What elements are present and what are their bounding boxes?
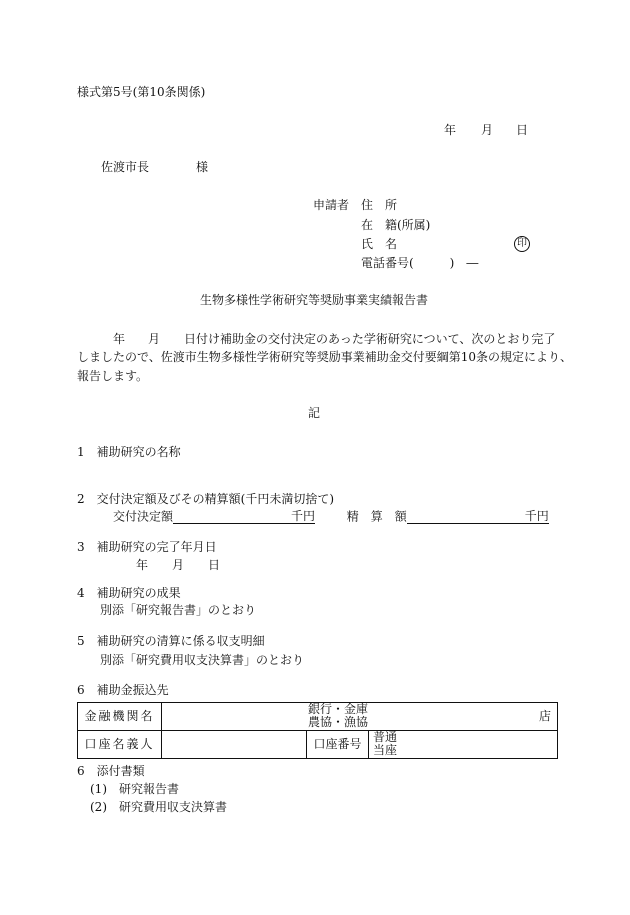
body-line2: しましたので、佐渡市生物多様性学術研究等奨励事業補助金交付要綱第10条の規定により、 [77,350,573,364]
item4-sub: 別添「研究報告書」のとおり [100,603,257,617]
completion-day: 日 [208,558,221,572]
date-month: 月 [481,123,494,137]
settled-amount-unit: 千円 [524,509,549,523]
settled-amount-label: 精 算 額 [346,509,407,524]
applicant-registry-label: 在 籍(所属) [361,218,431,232]
institution-label: 金融機関名 [78,703,162,731]
account-holder-label: 口座名義人 [78,731,162,759]
addressee-name: 佐渡市長 [101,160,150,174]
account-types [373,731,397,757]
item6-heading: 6 補助金振込先 [77,683,169,697]
date-year: 年 [444,123,457,137]
item1-heading: 1 補助研究の名称 [77,445,181,459]
bank-type-label: 銀行・金庫 [308,702,369,716]
bank-transfer-table [77,702,558,759]
item5-heading: 5 補助研究の清算に係る収支明細 [77,634,265,648]
attachment-1: (1) 研究報告書 [90,782,179,796]
settled-amount-field[interactable] [407,509,525,524]
completion-year: 年 [136,558,149,572]
attachment-2: (2) 研究費用収支決算書 [90,800,227,814]
branch-label: 店 [539,709,552,723]
body-line1: 日付け補助金の交付決定のあった学術研究について、次のとおり完了 [184,332,556,346]
coop-type-label: 農協・漁協 [308,715,369,729]
decided-amount-label: 交付決定額 [113,509,174,524]
account-number-label: 口座番号 [307,731,369,759]
account-row [78,731,558,759]
seal-mark: 印 [514,236,530,252]
ki-heading: 記 [308,406,321,420]
ordinary-account-label: 普通 [373,730,398,744]
account-number-field[interactable] [369,731,558,759]
addressee-honorific: 様 [196,160,209,174]
form-label: 様式第5号(第10条関係) [77,85,206,99]
item2-heading: 2 交付決定額及びその精算額(千円未満切捨て) [77,492,334,506]
institution-field[interactable] [162,703,558,731]
body-line3: 報告します。 [77,369,149,383]
body-month: 月 [148,332,161,346]
item2-amounts [113,509,549,524]
account-holder-field[interactable] [162,731,307,759]
decided-amount-unit: 千円 [291,509,316,523]
applicant-name-label: 氏 名 [361,237,398,251]
item3-heading: 3 補助研究の完了年月日 [77,540,217,554]
item5-sub: 別添「研究費用収支決算書」のとおり [100,653,305,667]
applicant-address-label: 住 所 [361,198,398,212]
decided-amount-field[interactable] [173,509,291,524]
item4-heading: 4 補助研究の成果 [77,586,181,600]
item7-heading: 6 添付書類 [77,764,145,778]
body-year: 年 [113,332,126,346]
applicant-phone-label: 電話番号( ) ― [361,256,479,270]
completion-month: 月 [172,558,185,572]
institution-row [78,703,558,731]
document-title: 生物多様性学術研究等奨励事業実績報告書 [200,293,429,307]
current-account-label: 当座 [373,743,398,757]
institution-types [308,703,368,729]
applicant-label: 申請者 [313,198,350,212]
date-day: 日 [516,123,529,137]
